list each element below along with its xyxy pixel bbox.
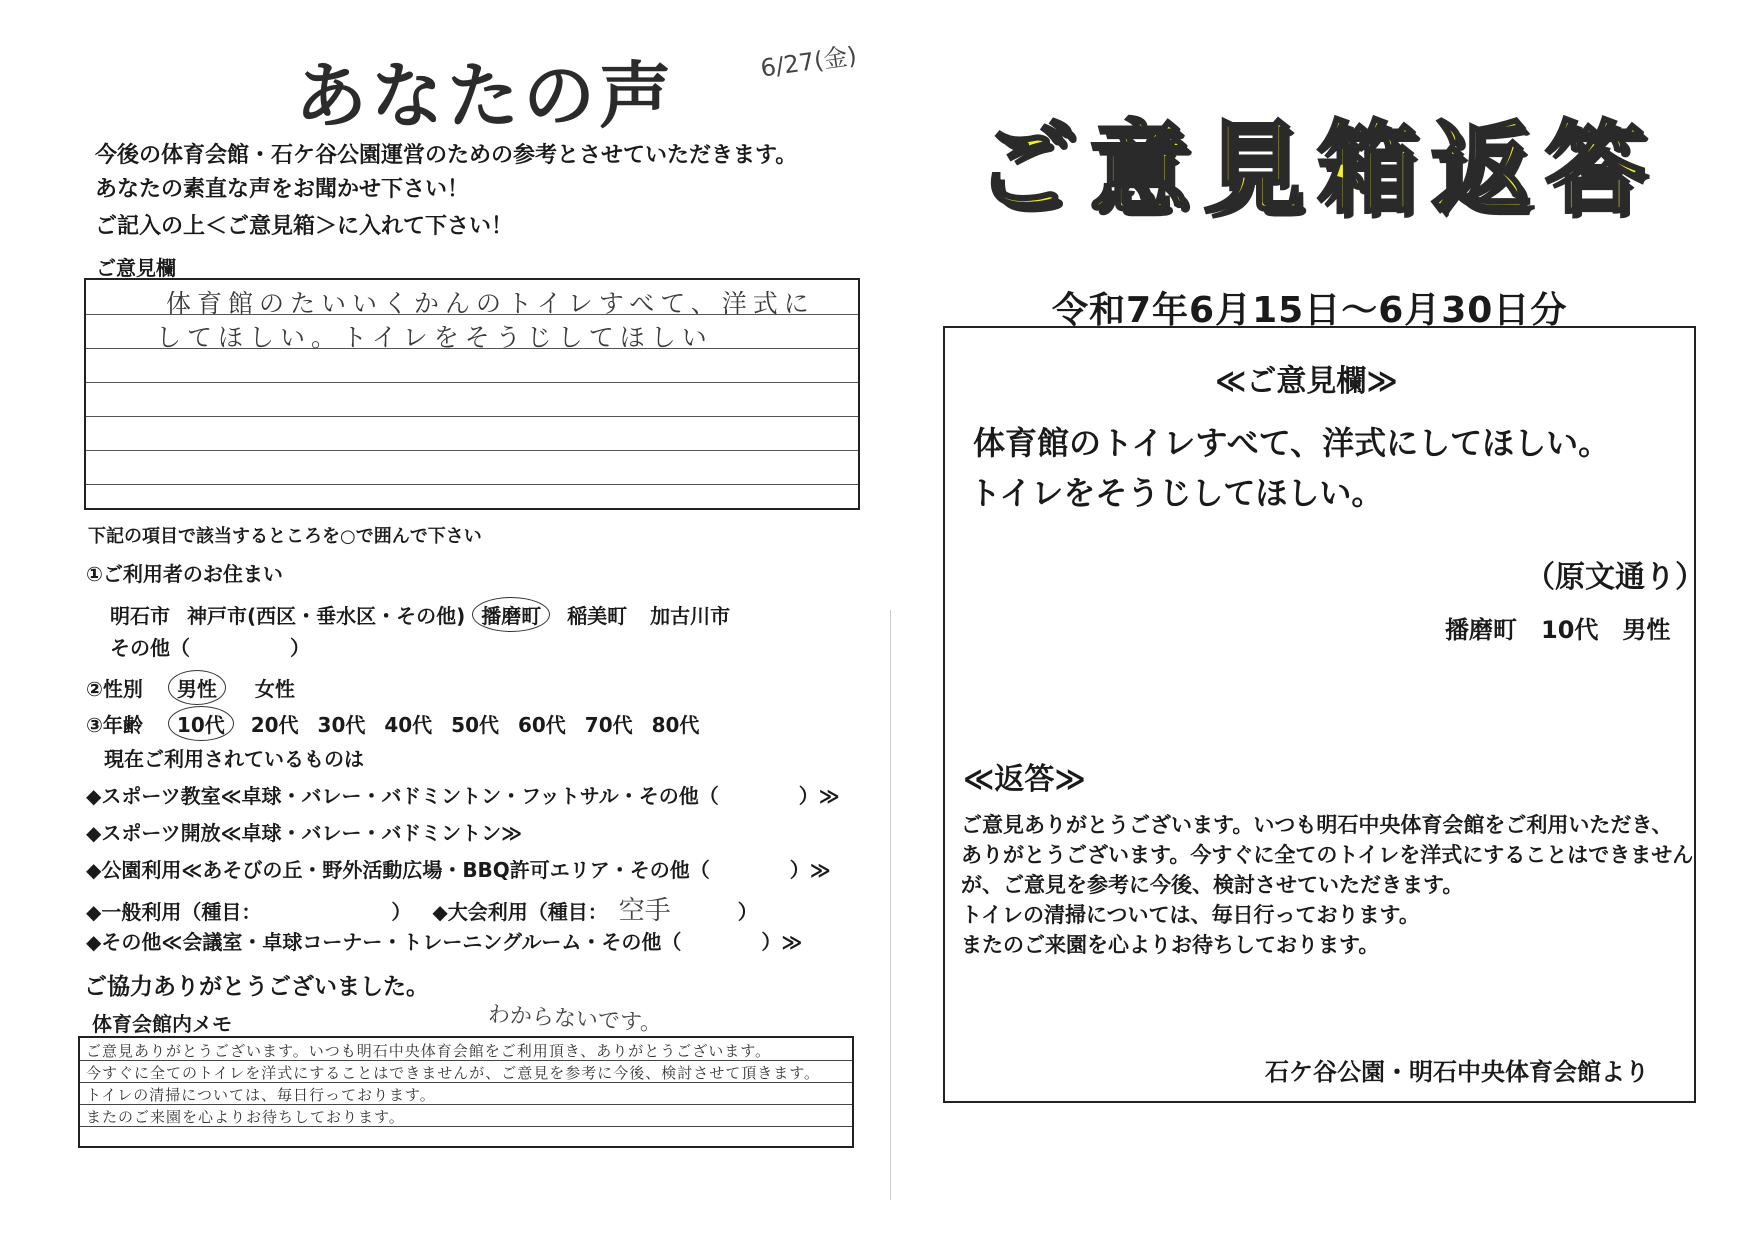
use-park[interactable]: ◆公園利用≪あそびの丘・野外活動広場・BBQ許可エリア・その他（ ）≫ (86, 858, 831, 882)
option-harima-circled[interactable]: 播磨町 (472, 597, 550, 632)
use-sports-class[interactable]: ◆スポーツ教室≪卓球・バレー・バドミントン・フットサル・その他（ ）≫ (86, 784, 840, 808)
answer-line-2: ありがとうございます。今すぐに全てのトイレを洋式にすることはできません (961, 843, 1694, 867)
option-female[interactable]: 女性 (254, 677, 295, 701)
opinion-text-line-1: 体育館のトイレすべて、洋式にしてほしい。 (973, 424, 1611, 462)
option-20s[interactable]: 20代 (250, 713, 299, 737)
handwritten-date: 6/27(金) (758, 41, 859, 83)
option-10s-circled[interactable]: 10代 (168, 706, 234, 741)
signature: 石ケ谷公園・明石中央体育会館より (1265, 1058, 1649, 1086)
option-kakogawa[interactable]: 加古川市 (650, 604, 731, 628)
use-sports-open[interactable]: ◆スポーツ開放≪卓球・バレー・バドミントン≫ (86, 821, 523, 845)
use-general[interactable]: ◆一般利用（種目： ） (86, 900, 412, 924)
option-akashi[interactable]: 明石市 (110, 604, 170, 628)
opinion-box[interactable] (84, 278, 860, 510)
handwritten-tournament-value: 空手 (618, 896, 671, 926)
use-tournament[interactable]: ◆大会利用（種目： (432, 900, 608, 924)
memo-line-4: またのご来園を心よりお待ちしております。 (86, 1108, 405, 1126)
answer-line-1: ご意見ありがとうございます。いつも明石中央体育会館をご利用いただき、 (961, 813, 1673, 837)
intro-line-1: 今後の体育会館・石ケ谷公園運営のための参考とさせていただきます。 (95, 143, 798, 168)
reply-box (943, 326, 1705, 1103)
answer-heading: ≪返答≫ (963, 762, 1086, 797)
option-50s[interactable]: 50代 (451, 713, 499, 737)
handwritten-memo-note: わからないです。 (487, 1002, 663, 1037)
reply-period: 令和7年6月15日～6月30日分 (1052, 290, 1568, 331)
q1-label: ①ご利用者のお住まい (86, 562, 283, 586)
q1-options (110, 597, 730, 632)
q2-row (86, 670, 295, 705)
handwritten-opinion-line-2: してほしい。トイレをそうじしてほしい (156, 323, 713, 352)
intro-line-2: あなたの素直な声をお聞かせ下さい！ (95, 177, 470, 202)
thanks-text: ご協力ありがとうございました。 (84, 974, 429, 1000)
option-40s[interactable]: 40代 (384, 713, 433, 737)
form-title: あなたの声 (295, 54, 676, 138)
opinion-label: ご意見欄 (96, 256, 176, 280)
answer-line-4: トイレの清掃については、毎日行っております。 (961, 903, 1420, 927)
option-kobe[interactable]: 神戸市(西区・垂水区・その他) (186, 604, 466, 628)
q3-row (86, 706, 699, 741)
option-male-circled[interactable]: 男性 (168, 670, 226, 705)
q2-label: ②性別 (86, 677, 143, 701)
reply-title: ご意見箱返答 (975, 110, 1659, 227)
answer-line-3: が、ご意見を参考に今後、検討させていただきます。 (961, 873, 1464, 897)
memo-line-3: トイレの清掃については、毎日行っております。 (86, 1086, 436, 1104)
opinion-text-line-2: トイレをそうじしてほしい。 (969, 474, 1384, 512)
memo-line-2: 今すぐに全てのトイレを洋式にすることはできませんが、ご意見を参考に今後、検討させて頂きます。 (86, 1064, 821, 1082)
respondent-info: 播磨町 10代 男性 (1445, 616, 1671, 644)
memo-label: 体育会館内メモ (92, 1012, 232, 1036)
q1-other[interactable]: その他（ ） (110, 636, 310, 660)
use-general-tournament: ◆一般利用（種目： ） ◆大会利用（種目： 空手 ） (86, 896, 758, 926)
intro-line-3: ご記入の上＜ご意見箱＞に入れて下さい！ (95, 214, 514, 239)
option-70s[interactable]: 70代 (584, 713, 633, 737)
q4-label: 現在ご利用されているものは (104, 747, 364, 771)
option-30s[interactable]: 30代 (317, 713, 366, 737)
answer-line-5: またのご来園を心よりお待ちしております。 (961, 933, 1380, 957)
verbatim-note: （原文通り） (1525, 560, 1705, 595)
memo-box[interactable] (78, 1036, 854, 1148)
handwritten-opinion-line-1: 体育館のたいいくかんのトイレすべて、洋式に (166, 289, 815, 318)
use-other[interactable]: ◆その他≪会議室・卓球コーナー・トレーニングルーム・その他（ ）≫ (86, 930, 803, 954)
survey-instruction: 下記の項目で該当するところを○で囲んで下さい (88, 526, 482, 547)
option-inami[interactable]: 稲美町 (567, 604, 628, 628)
option-60s[interactable]: 60代 (517, 713, 566, 737)
fold-line (890, 610, 891, 1200)
opinion-heading: ≪ご意見欄≫ (1215, 364, 1398, 399)
option-80s[interactable]: 80代 (651, 713, 700, 737)
memo-line-1: ご意見ありがとうございます。いつも明石中央体育会館をご利用頂き、ありがとうございます。 (86, 1042, 772, 1060)
q3-label: ③年齢 (86, 713, 143, 737)
